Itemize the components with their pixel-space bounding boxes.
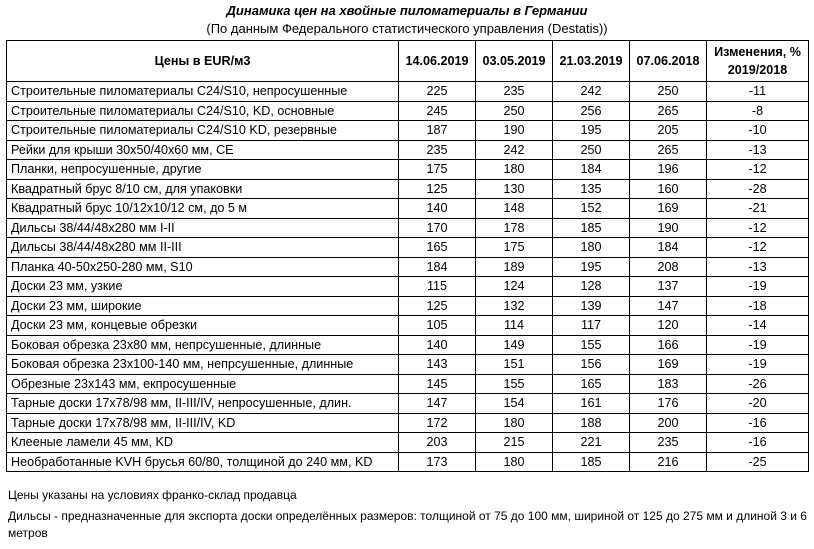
table-cell-price: 265 (630, 140, 707, 160)
column-header-date: 03.05.2019 (476, 41, 553, 82)
table-cell-price: 235 (476, 82, 553, 102)
table-row (7, 238, 809, 258)
table-cell-price: 189 (476, 257, 553, 277)
table-cell-price: 137 (630, 277, 707, 297)
table-cell-price: 176 (630, 394, 707, 414)
table-cell-price: 155 (553, 335, 630, 355)
table-cell-price: 185 (553, 218, 630, 238)
table-cell-price: 195 (553, 121, 630, 141)
table-cell-item: Квадратный брус 10/12x10/12 см, до 5 м (7, 199, 399, 219)
table-cell-price: 184 (553, 160, 630, 180)
table-cell-price: 225 (399, 82, 476, 102)
table-cell-change: -12 (707, 218, 809, 238)
table-cell-price: 147 (630, 296, 707, 316)
table-cell-price: 128 (553, 277, 630, 297)
table-cell-price: 165 (553, 374, 630, 394)
table-cell-price: 143 (399, 355, 476, 375)
table-cell-price: 208 (630, 257, 707, 277)
table-cell-price: 175 (476, 238, 553, 258)
table-cell-price: 130 (476, 179, 553, 199)
table-cell-price: 205 (630, 121, 707, 141)
table-cell-price: 242 (553, 82, 630, 102)
table-cell-price: 188 (553, 413, 630, 433)
table-cell-price: 114 (476, 316, 553, 336)
table-cell-change: -18 (707, 296, 809, 316)
table-cell-item: Тарные доски 17x78/98 мм, II-III/IV, KD (7, 413, 399, 433)
table-cell-item: Дильсы 38/44/48x280 мм II-III (7, 238, 399, 258)
column-header-change (707, 41, 809, 82)
column-header-date: 14.06.2019 (399, 41, 476, 82)
table-cell-change: -20 (707, 394, 809, 414)
table-cell-price: 175 (399, 160, 476, 180)
table-cell-change: -16 (707, 413, 809, 433)
table-cell-price: 132 (476, 296, 553, 316)
table-cell-change: -19 (707, 277, 809, 297)
table-row (7, 121, 809, 141)
table-cell-price: 265 (630, 101, 707, 121)
table-cell-price: 172 (399, 413, 476, 433)
table-row (7, 394, 809, 414)
table-cell-price: 161 (553, 394, 630, 414)
table-cell-price: 169 (630, 355, 707, 375)
table-cell-price: 185 (553, 452, 630, 472)
table-cell-price: 178 (476, 218, 553, 238)
table-cell-change: -28 (707, 179, 809, 199)
table-cell-price: 115 (399, 277, 476, 297)
table-cell-price: 187 (399, 121, 476, 141)
table-cell-change: -13 (707, 140, 809, 160)
table-row (7, 179, 809, 199)
table-cell-price: 140 (399, 199, 476, 219)
table-row (7, 101, 809, 121)
table-cell-price: 166 (630, 335, 707, 355)
table-cell-price: 183 (630, 374, 707, 394)
table-cell-change: -19 (707, 335, 809, 355)
table-cell-price: 180 (553, 238, 630, 258)
table-cell-item: Доски 23 мм, широкие (7, 296, 399, 316)
table-cell-item: Клееные ламели 45 мм, KD (7, 433, 399, 453)
table-cell-price: 245 (399, 101, 476, 121)
table-cell-price: 180 (476, 160, 553, 180)
table-cell-change: -10 (707, 121, 809, 141)
table-header-row (7, 41, 809, 82)
table-cell-price: 140 (399, 335, 476, 355)
table-cell-price: 190 (476, 121, 553, 141)
table-cell-price: 216 (630, 452, 707, 472)
table-cell-price: 156 (553, 355, 630, 375)
definition-note: Дильсы - предназначенные для экспорта доски определённых размеров: толщиной от 75 до 100 мм, шириной от 125 до 275 мм и длиной 3 и 6 метров (8, 509, 807, 540)
table-cell-item: Рейки для крыши 30x50/40x60 мм, CE (7, 140, 399, 160)
table-cell-price: 148 (476, 199, 553, 219)
table-cell-item: Боковая обрезка 23x80 мм, непрсушенные, длинные (7, 335, 399, 355)
table-cell-price: 203 (399, 433, 476, 453)
table-cell-price: 135 (553, 179, 630, 199)
table-cell-item: Необработанные KVH брусья 60/80, толщиной до 240 мм, KD (7, 452, 399, 472)
table-cell-item: Дильсы 38/44/48x280 мм I-II (7, 218, 399, 238)
table-cell-change: -8 (707, 101, 809, 121)
table-cell-price: 215 (476, 433, 553, 453)
table-cell-price: 250 (476, 101, 553, 121)
table-cell-change: -21 (707, 199, 809, 219)
table-cell-change: -11 (707, 82, 809, 102)
table-cell-item: Квадратный брус 8/10 см, для упаковки (7, 179, 399, 199)
table-row (7, 218, 809, 238)
table-cell-price: 117 (553, 316, 630, 336)
table-cell-price: 125 (399, 179, 476, 199)
table-cell-price: 200 (630, 413, 707, 433)
table-row (7, 433, 809, 453)
table-cell-price: 105 (399, 316, 476, 336)
table-cell-item: Боковая обрезка 23x100-140 мм, непрсушенные, длинные (7, 355, 399, 375)
table-cell-price: 250 (630, 82, 707, 102)
table-cell-price: 180 (476, 413, 553, 433)
table-cell-price: 151 (476, 355, 553, 375)
table-row (7, 296, 809, 316)
table-cell-price: 195 (553, 257, 630, 277)
column-header-date: 07.06.2018 (630, 41, 707, 82)
table-cell-change: -12 (707, 238, 809, 258)
table-row (7, 374, 809, 394)
table-cell-item: Обрезные 23x143 мм, екпросушенные (7, 374, 399, 394)
table-row (7, 355, 809, 375)
table-cell-price: 120 (630, 316, 707, 336)
table-cell-price: 149 (476, 335, 553, 355)
table-row (7, 199, 809, 219)
table-cell-change: -12 (707, 160, 809, 180)
table-cell-price: 155 (476, 374, 553, 394)
table-cell-change: -26 (707, 374, 809, 394)
table-body (7, 82, 809, 472)
table-cell-change: -13 (707, 257, 809, 277)
table-cell-price: 235 (630, 433, 707, 453)
table-cell-price: 160 (630, 179, 707, 199)
table-cell-price: 170 (399, 218, 476, 238)
table-cell-price: 124 (476, 277, 553, 297)
table-cell-price: 180 (476, 452, 553, 472)
table-cell-price: 165 (399, 238, 476, 258)
table-row (7, 257, 809, 277)
table-cell-price: 145 (399, 374, 476, 394)
table-cell-price: 139 (553, 296, 630, 316)
table-cell-price: 256 (553, 101, 630, 121)
table-row (7, 160, 809, 180)
table-cell-price: 173 (399, 452, 476, 472)
table-cell-price: 169 (630, 199, 707, 219)
table-cell-item: Доски 23 мм, узкие (7, 277, 399, 297)
table-cell-price: 152 (553, 199, 630, 219)
column-header-date: 21.03.2019 (553, 41, 630, 82)
table-cell-change: -14 (707, 316, 809, 336)
table-cell-price: 190 (630, 218, 707, 238)
table-cell-price: 147 (399, 394, 476, 414)
table-cell-price: 242 (476, 140, 553, 160)
table-cell-price: 154 (476, 394, 553, 414)
change-header-line1: Изменения, % (714, 45, 801, 59)
table-cell-item: Строительные пиломатериалы C24/S10, KD, основные (7, 101, 399, 121)
table-cell-item: Строительные пиломатериалы C24/S10 KD, резервные (7, 121, 399, 141)
table-cell-price: 221 (553, 433, 630, 453)
column-header-item: Цены в EUR/м3 (7, 41, 399, 82)
table-cell-change: -19 (707, 355, 809, 375)
change-header-line2: 2019/2018 (727, 63, 788, 77)
table-cell-item: Планка 40-50x250-280 мм, S10 (7, 257, 399, 277)
table-row (7, 335, 809, 355)
table-cell-change: -25 (707, 452, 809, 472)
table-cell-item: Тарные доски 17x78/98 мм, II-III/IV, непросушенные, длин. (7, 394, 399, 414)
footnote: Цены указаны на условиях франко-склад продавца (8, 488, 297, 502)
table-cell-price: 235 (399, 140, 476, 160)
table-cell-price: 196 (630, 160, 707, 180)
table-row (7, 413, 809, 433)
table-row (7, 277, 809, 297)
table-cell-item: Строительные пиломатериалы C24/S10, непросушенные (7, 82, 399, 102)
table-row (7, 140, 809, 160)
page-subtitle: (По данным Федерального статистического управления (Destatis)) (206, 21, 608, 36)
table-cell-price: 184 (399, 257, 476, 277)
table-row (7, 82, 809, 102)
table-row (7, 316, 809, 336)
page-title: Динамика цен на хвойные пиломатериалы в Германии (226, 3, 588, 18)
table-cell-price: 125 (399, 296, 476, 316)
table-cell-change: -16 (707, 433, 809, 453)
table-cell-price: 184 (630, 238, 707, 258)
table-cell-price: 250 (553, 140, 630, 160)
price-table (6, 40, 809, 472)
table-cell-item: Планки, непросушенные, другие (7, 160, 399, 180)
table-row (7, 452, 809, 472)
table-cell-item: Доски 23 мм, концевые обрезки (7, 316, 399, 336)
